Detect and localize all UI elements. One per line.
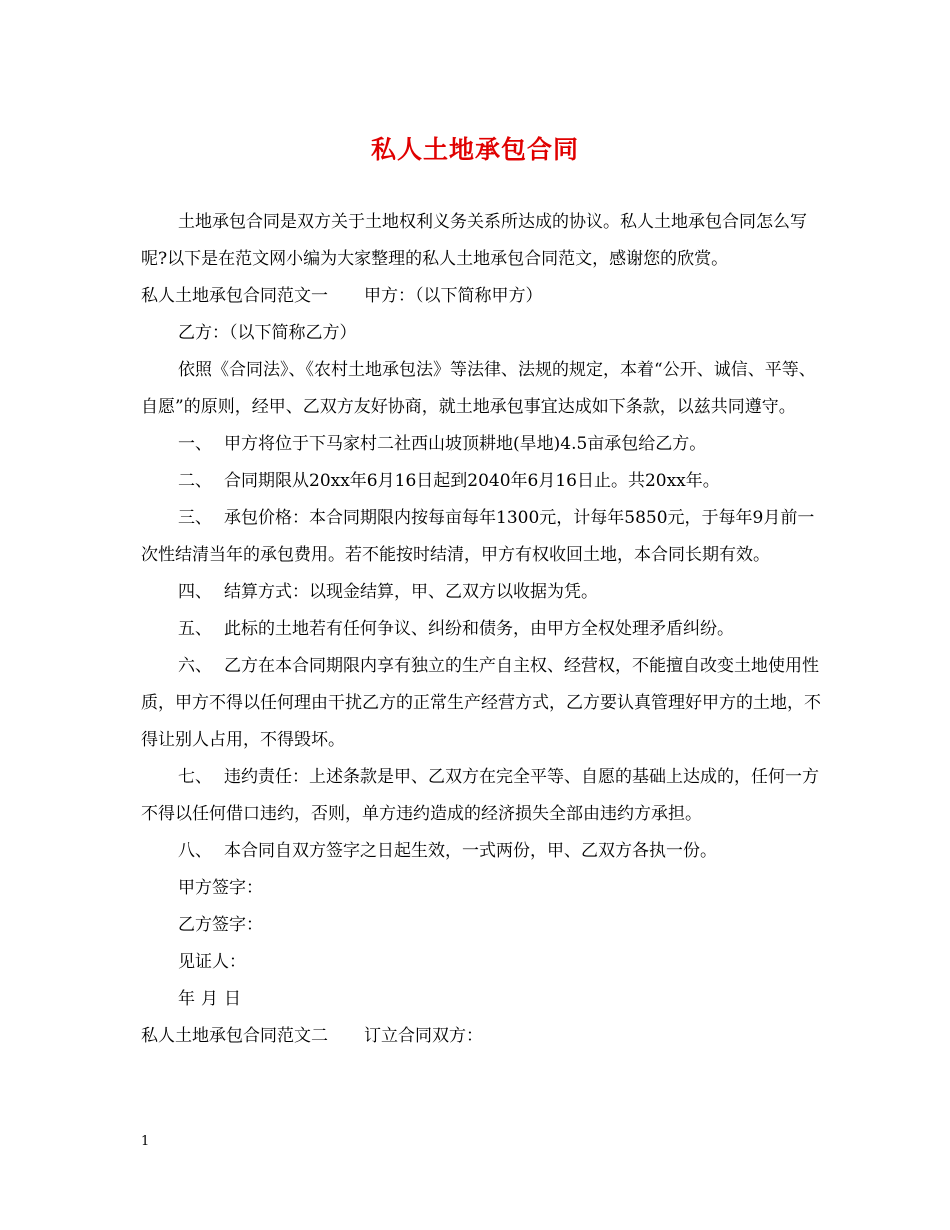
clause-text: 此标的土地若有任何争议、纠纷和债务，由甲方全权处理矛盾纠纷。: [224, 619, 734, 639]
sample2-heading: 私人土地承包合同范文二: [141, 1026, 328, 1046]
clause-text: 结算方式：以现金结算，甲、乙双方以收据为凭。: [224, 582, 598, 602]
sample2-heading-line: [141, 1018, 831, 1055]
clause-number: 二、: [178, 471, 212, 491]
document-title: 私人土地承包合同: [370, 135, 579, 164]
date-day: 日: [224, 989, 241, 1009]
clause-text: 违约责任：上述条款是甲、乙双方在完全平等、自愿的基础上达成的，任何一方不得以任何借口违约，否则，单方违约造成的经济损失全部由违约方承担。: [141, 767, 819, 824]
document-body: [141, 204, 831, 1055]
clause-text: 合同期限从20xx年6月16日起到2040年6月16日止。共20xx年。: [224, 471, 720, 491]
party-a-line: 甲方：（以下简称甲方）: [364, 286, 543, 306]
clause-number: 三、: [178, 508, 212, 528]
sample1-heading-line: [141, 278, 831, 315]
preamble-paragraph: 依照《合同法》、《农村土地承包法》等法律、法规的规定，本着“公开、诚信、平等、自愿”的原则，经甲、乙双方友好协商，就土地承包事宜达成如下条款，以兹共同遵守。: [141, 360, 816, 417]
witness-line: 见证人：: [178, 952, 246, 972]
clause-number: 七、: [178, 767, 212, 787]
clause-3: [141, 500, 831, 574]
date-month: 月: [201, 989, 218, 1009]
clause-text: 乙方在本合同期限内享有独立的生产自主权、经营权，不能擅自改变土地使用性质，甲方不得以任何理由干扰乙方的正常生产经营方式，乙方要认真管理好甲方的土地，不得让别人占用，不得毁坏。: [141, 656, 821, 750]
clause-text: 本合同自双方签字之日起生效，一式两份，甲、乙双方各执一份。: [224, 841, 717, 861]
sample1-heading: 私人土地承包合同范文一: [141, 286, 328, 306]
clause-text: 甲方将位于下马家村二社西山坡顶耕地(旱地)4.5亩承包给乙方。: [224, 434, 707, 454]
clause-number: 五、: [178, 619, 212, 639]
clause-number: 一、: [178, 434, 212, 454]
sample2-parties: 订立合同双方：: [364, 1026, 483, 1046]
signature-party-b: 乙方签字：: [178, 915, 263, 935]
clause-number: 八、: [178, 841, 212, 861]
clause-2: [141, 463, 831, 500]
page-number: 1: [141, 1134, 150, 1149]
clause-6: [141, 648, 831, 759]
clause-number: 四、: [178, 582, 212, 602]
clause-8: [141, 833, 831, 870]
clause-text: 承包价格：本合同期限内按每亩每年1300元，计每年5850元，于每年9月前一次性结清当年的承包费用。若不能按时结清，甲方有权收回土地，本合同长期有效。: [141, 508, 815, 565]
clause-number: 六、: [178, 656, 212, 676]
intro-paragraph: 土地承包合同是双方关于土地权利义务关系所达成的协议。私人土地承包合同怎么写呢?以下是在范文网小编为大家整理的私人土地承包合同范文，感谢您的欣赏。: [141, 212, 807, 269]
date-line: [141, 981, 831, 1018]
clause-7: [141, 759, 831, 833]
clause-4: [141, 574, 831, 611]
date-year: 年: [178, 989, 195, 1009]
clause-1: [141, 426, 831, 463]
party-b-line: 乙方：（以下简称乙方）: [178, 323, 357, 343]
clause-5: [141, 611, 831, 648]
signature-party-a: 甲方签字：: [178, 878, 263, 898]
